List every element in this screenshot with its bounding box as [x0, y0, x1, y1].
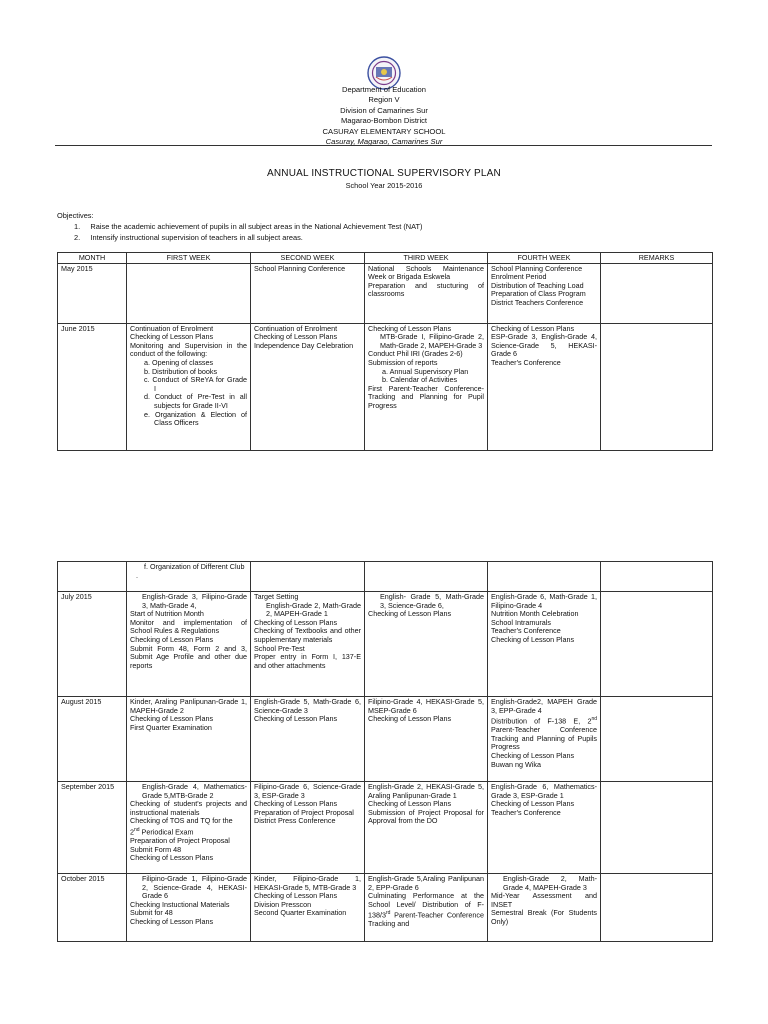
week-cell [488, 562, 601, 592]
cell-line: Mid-Year Assessment and INSET [491, 891, 597, 909]
cell-line: Semestral Break (For Students Only) [491, 908, 597, 926]
superscript: nd [591, 716, 597, 723]
cell-line: Checking of Lesson Plans [130, 634, 214, 644]
cell-line: Submission of reports [368, 357, 438, 367]
cell-line: Continuation of Enrolment [130, 323, 214, 333]
header-line-region: Region V [368, 95, 400, 105]
cell-line: Division Presscon [254, 899, 312, 909]
remarks-cell [601, 874, 713, 942]
objective-1: 1. Raise the academic achievement of pupils in all subject areas in the National Achievement Test (NAT) [74, 222, 423, 231]
cell-line: District Press Conference [254, 816, 336, 826]
remarks-cell [601, 782, 713, 874]
cell-line: Enrolment Period [491, 272, 547, 282]
header-line-division: Division of Camarines Sur [340, 105, 428, 115]
supervisory-plan-table-page-1 [57, 252, 713, 451]
list-item: e. Organization & Election of Class Officers [144, 409, 247, 428]
cell-line: School Planning Conference [491, 263, 583, 273]
cell-line: Checking of Lesson Plans [368, 799, 452, 809]
table-row [58, 592, 713, 697]
week-cell [488, 782, 601, 874]
cell-line: English-Grade 4, Mathematics-Grade 5,MTB-Grade 2 [142, 782, 247, 800]
cell-line: Buwan ng Wika [491, 759, 541, 769]
school-year: School Year 2015-2016 [345, 181, 423, 190]
cell-line: Teacher's Conference [491, 626, 561, 636]
col-header-second-week: SECOND WEEK [251, 253, 365, 264]
month-cell [58, 562, 127, 592]
remarks-cell [601, 263, 713, 323]
cell-line: Preparation of Class Program [491, 289, 586, 299]
week-cell [127, 874, 251, 942]
cell-line: MTB-Grade I, Filipino-Grade 2, Math-Grade 2, MAPEH-Grade 3 [380, 332, 484, 350]
week-cell [127, 323, 251, 450]
remarks-cell [601, 697, 713, 782]
week-cell [365, 592, 488, 697]
table-row [58, 697, 713, 782]
cell-line: Checking of TOS and TQ for the [130, 816, 233, 826]
cell-text: Distribution of F-138 E, 2 [491, 716, 592, 726]
cell-line: Target Setting [254, 592, 299, 601]
cell-line: Kinder, Araling Panlipunan-Grade 1, MAPEH-Grade 2 [130, 697, 247, 715]
week-cell [127, 263, 251, 323]
cell-line: Independence Day Celebration [254, 340, 354, 350]
cell-line: Filipino-Grade 6, Science-Grade 3, ESP-Grade 3 [254, 782, 361, 800]
cell-text: 2 [130, 827, 134, 837]
cell-line: English-Grade 2, HEKASI-Grade 5, Araling Panlipunan-Grade 1 [368, 782, 484, 800]
remarks-cell [601, 323, 713, 450]
cell-line: Teacher's Conference [491, 357, 561, 367]
cell-line: Checking of Lesson Plans [491, 750, 575, 760]
col-header-remarks: REMARKS [601, 253, 713, 264]
superscript: rd [386, 910, 391, 917]
cell-line [368, 892, 484, 929]
cell-line: Checking Instuctional Materials [130, 899, 230, 909]
cell-line: English-Grade 2, Math-Grade 4, MAPEH-Grade 3 [503, 874, 597, 892]
cell-line: Teacher's Conference [491, 807, 561, 817]
col-header-fourth-week: FOURTH WEEK [488, 253, 601, 264]
cell-line: Submit for 48 [130, 908, 173, 918]
table-row [58, 874, 713, 942]
week-cell [127, 697, 251, 782]
remarks-cell [601, 562, 713, 592]
cell-line: Checking of student's projects and instructional materials [130, 799, 247, 817]
cell-text: Parent-Teacher Conference Tracking and Planning of Pupils Progress [491, 725, 597, 752]
objective-2: 2. Intensify instructional supervision of teachers in all subject areas. [74, 233, 303, 242]
month-cell: June 2015 [58, 323, 127, 450]
list-item: f. Organization of Different Club [144, 562, 245, 571]
table-row [58, 782, 713, 874]
header-line-school: CASURAY ELEMENTARY SCHOOL [322, 126, 446, 136]
week-cell [251, 592, 365, 697]
cell-line: Checking of Lesson Plans [254, 617, 338, 627]
table-row [58, 562, 713, 592]
week-cell [365, 562, 488, 592]
month-cell: October 2015 [58, 874, 127, 942]
week-cell [365, 782, 488, 874]
cell-line: Submission of Project Proposal for Approval from the DO [368, 807, 484, 826]
cell-line: English- Grade 5, Math-Grade 3, Science-Grade 6, [380, 592, 484, 610]
month-cell: September 2015 [58, 782, 127, 874]
objectives-label: Objectives: [57, 211, 94, 220]
cell-line: Checking of Lesson Plans [130, 332, 214, 342]
list-item: d. Conduct of Pre-Test in all subjects for Grade II-VI [144, 392, 247, 410]
week-cell [251, 697, 365, 782]
cell-line: English-Grade 3, Filipino-Grade 3, Math-Grade 4, [142, 592, 247, 610]
week-cell [251, 782, 365, 874]
cell-text: Parent-Teacher Conference Tracking and [368, 910, 484, 929]
cell-line: Checking of Lesson Plans [368, 323, 452, 333]
week-cell [365, 323, 488, 450]
letterhead [0, 85, 768, 147]
col-header-third-week: THIRD WEEK [365, 253, 488, 264]
week-cell [365, 263, 488, 323]
week-cell [488, 592, 601, 697]
cell-line: Monitor and implementation of School Rules & Regulations [130, 617, 247, 636]
list-item: c. Conduct of SReYA for Grade I [144, 375, 247, 393]
objectives [57, 210, 423, 243]
week-cell [365, 874, 488, 942]
month-cell: May 2015 [58, 263, 127, 323]
cell-line: Checking of Lesson Plans [130, 714, 214, 724]
cell-line: Nutrition Month Celebration [491, 609, 579, 619]
cell-line: Preparation of Project Proposal [254, 807, 354, 817]
cell-line: Checking of Lesson Plans [130, 853, 214, 863]
cell-line: Checking of Lesson Plans [491, 799, 575, 809]
cell-line: Checking of Textbooks and other supplementary materials [254, 626, 361, 644]
cell-line: Filipino-Grade 1, Filipino-Grade 2, Science-Grade 4, HEKASI-Grade 6 [142, 874, 247, 901]
cell-line: Proper entry in Form I, 137-E and other attachments [254, 652, 361, 670]
cell-line: District Teachers Conference [491, 297, 584, 307]
cell-line: ESP-Grade 3, English-Grade 4, Science-Grade 5, HEKASI-Grade 6 [491, 332, 597, 359]
cell-line: National Schools Maintenance Week or Brigada Eskwela [368, 263, 484, 282]
cell-line: English-Grade 6, Mathematics-Grade 3, ESP-Grade 1 [491, 782, 597, 800]
cell-line: School Pre-Test [254, 643, 305, 653]
week-cell [251, 323, 365, 450]
table-header-row [58, 253, 713, 264]
remarks-cell [601, 592, 713, 697]
list-item: a. Annual Supervisory Plan [382, 366, 469, 376]
cell-line: School Planning Conference [254, 263, 346, 273]
list-item: b. Calendar of Activities [382, 375, 458, 385]
cell-line: English-Grade 2, Math-Grade 2, MAPEH-Grade 1 [266, 600, 361, 619]
cell-line: Preparation of Project Proposal [130, 835, 230, 845]
list-item: b. Distribution of books [144, 366, 218, 376]
header-line-district: Magarao-Bombon District [340, 116, 428, 126]
cell-line: Monitoring and Supervision in the conduct of the following: [130, 340, 247, 359]
cell-line: Checking of Lesson Plans [368, 714, 452, 724]
cell-line: Checking of Lesson Plans [491, 634, 575, 644]
cell-line: Start of Nutrition Month [130, 609, 204, 619]
cell-line: First Parent-Teacher Conference-Tracking and Planning for Pupil Progress [368, 383, 484, 410]
cell-text: Culminating Performance at the School Level/ Distribution of F-138/3 [368, 891, 484, 920]
cell-line: Checking of Lesson Plans [254, 714, 338, 724]
col-header-first-week: FIRST WEEK [127, 253, 251, 264]
cell-text: Periodical Exam [139, 827, 194, 837]
week-cell [488, 323, 601, 450]
cell-line: First Quarter Examination [130, 722, 212, 732]
cell-line: School Intramurals [491, 617, 551, 627]
cell-line: Preparation and stucturing of classrooms [368, 280, 484, 299]
header-divider [55, 145, 712, 146]
week-cell [488, 874, 601, 942]
week-cell [488, 263, 601, 323]
document-title: ANNUAL INSTRUCTIONAL SUPERVISORY PLAN [267, 168, 501, 179]
cell-line: Continuation of Enrolment [254, 323, 338, 333]
week-cell [127, 562, 251, 592]
cell-line: Filipino-Grade 4, HEKASI-Grade 5, MSEP-Grade 6 [368, 697, 484, 715]
col-header-month: MONTH [58, 253, 127, 264]
cell-line: English-Grade 6, Math-Grade 1, Filipino-Grade 4 [491, 592, 597, 610]
week-cell [251, 874, 365, 942]
cell-line: Second Quarter Examination [254, 908, 347, 918]
week-cell [488, 697, 601, 782]
cell-line: Distribution of Teaching Load [491, 280, 584, 290]
cell-line: Checking of Lesson Plans [491, 323, 575, 333]
table-row [58, 263, 713, 323]
list-item: a. Opening of classes [144, 357, 214, 367]
week-cell [251, 562, 365, 592]
cell-line: English-Grade2, MAPEH Grade 3, EPP-Grade 4 [491, 697, 597, 715]
cell-line: Checking of Lesson Plans [254, 891, 338, 901]
week-cell [251, 263, 365, 323]
week-cell [127, 782, 251, 874]
supervisory-plan-table-page-2 [57, 561, 713, 942]
cell-line: Checking of Lesson Plans [254, 332, 338, 342]
header-line-department: Department of Education [341, 85, 426, 94]
month-cell: July 2015 [58, 592, 127, 697]
month-cell: August 2015 [58, 697, 127, 782]
cell-line: Checking of Lesson Plans [368, 609, 452, 619]
cell-line: Kinder, Filipino-Grade 1, HEKASI-Grade 5, MTB-Grade 3 [254, 874, 361, 892]
cell-line: Checking of Lesson Plans [254, 799, 338, 809]
week-cell [365, 697, 488, 782]
cell-line: English-Grade 5,Araling Panlipunan 2, EPP-Grade 6 [368, 874, 484, 892]
cell-line: Submit Form 48 [130, 844, 182, 854]
header-line-address: Casuray, Magarao, Camarines Sur [325, 137, 443, 147]
superscript: nd [134, 826, 140, 833]
cell-line: Conduct Phil IRI (Grades 2-6) [368, 349, 463, 359]
cell-line [491, 715, 597, 752]
cell-line: . [136, 570, 138, 580]
cell-line: Checking of Lesson Plans [130, 916, 214, 926]
cell-line: Submit Form 48, Form 2 and 3, Submit Age Profile and other due reports [130, 643, 247, 670]
table-row [58, 323, 713, 450]
week-cell [127, 592, 251, 697]
cell-line: English-Grade 5, Math-Grade 6, Science-Grade 3 [254, 697, 361, 715]
